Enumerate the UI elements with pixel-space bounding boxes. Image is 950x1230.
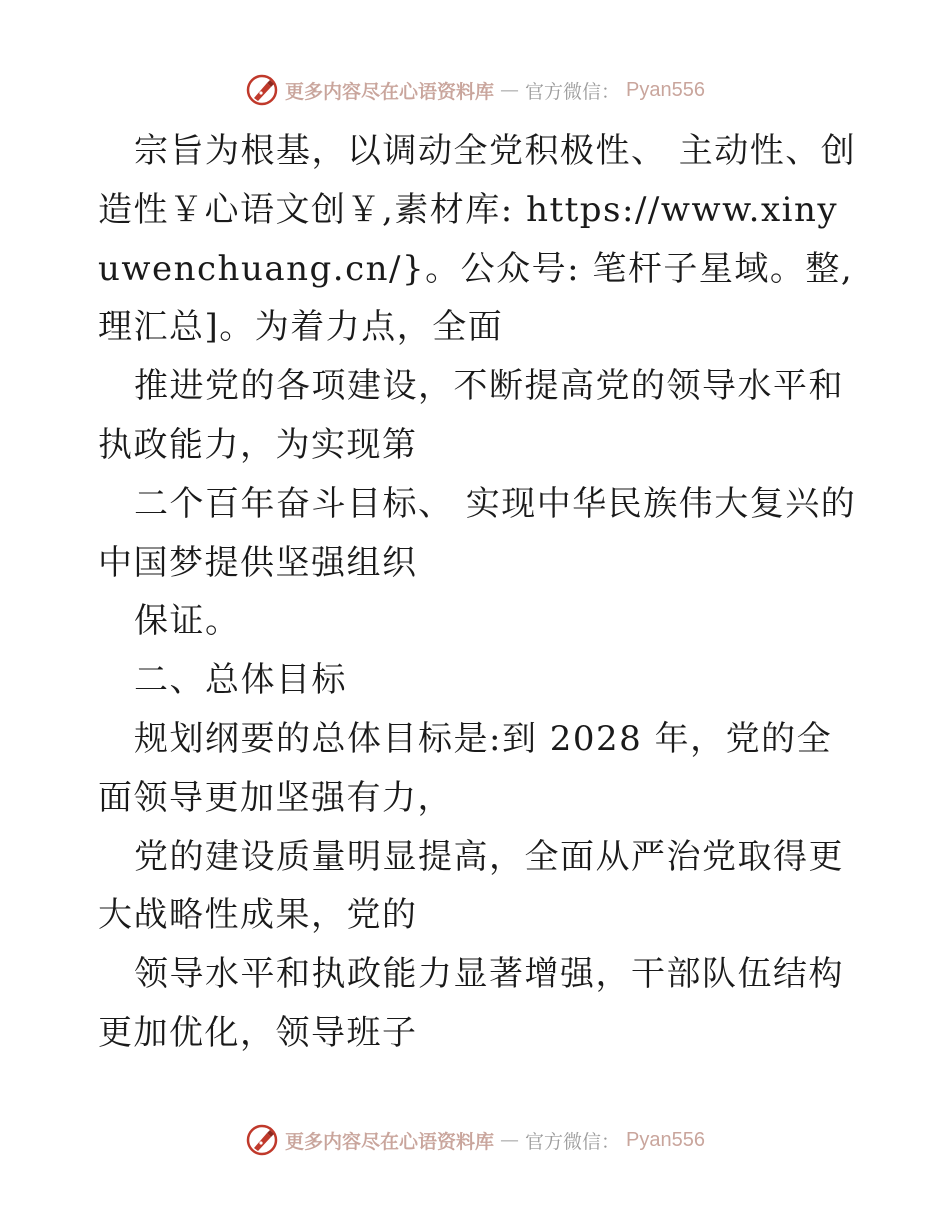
banner-title: 更多内容尽在心语资料库: [285, 1130, 495, 1153]
banner-wechat-id: Pyan556: [626, 78, 705, 101]
paragraph: 宗旨为根基，以调动全党积极性、 主动性、创造性￥心语文创￥,素材库: https://www.xinyuwenchuang.cn/}。公众号: 笔杆子星域。整,理汇总]。为着力点，全面: [98, 131, 857, 348]
header-banner: [0, 70, 950, 110]
pen-nib-logo-icon: [245, 73, 279, 107]
paragraph: 二个百年奋斗目标、 实现中华民族伟大复兴的中国梦提供坚强组织: [98, 483, 857, 583]
banner-wechat-label: 官方微信：: [525, 80, 621, 103]
paragraph: 推进党的各项建设，不断提高党的领导水平和执政能力，为实现第: [98, 366, 844, 465]
banner-title: 更多内容尽在心语资料库: [285, 80, 495, 103]
section-heading: 二、总体目标: [134, 660, 347, 701]
paragraph: 保证。: [134, 601, 241, 642]
document-body: [98, 122, 858, 1063]
footer-banner: [0, 1120, 950, 1160]
banner-wechat-id: Pyan556: [626, 1128, 705, 1151]
pen-nib-logo-icon: [245, 1123, 279, 1157]
paragraph: 规划纲要的总体目标是:到 2028 年，党的全面领导更加坚强有力，: [98, 718, 833, 818]
banner-separator: —: [500, 1129, 520, 1151]
paragraph: 党的建设质量明显提高，全面从严治党取得更大战略性成果，党的: [98, 836, 844, 936]
banner-wechat-label: 官方微信：: [525, 1130, 621, 1153]
paragraph: 领导水平和执政能力显著增强，干部队伍结构更加优化，领导班子: [98, 954, 844, 1053]
banner-separator: —: [500, 79, 520, 101]
